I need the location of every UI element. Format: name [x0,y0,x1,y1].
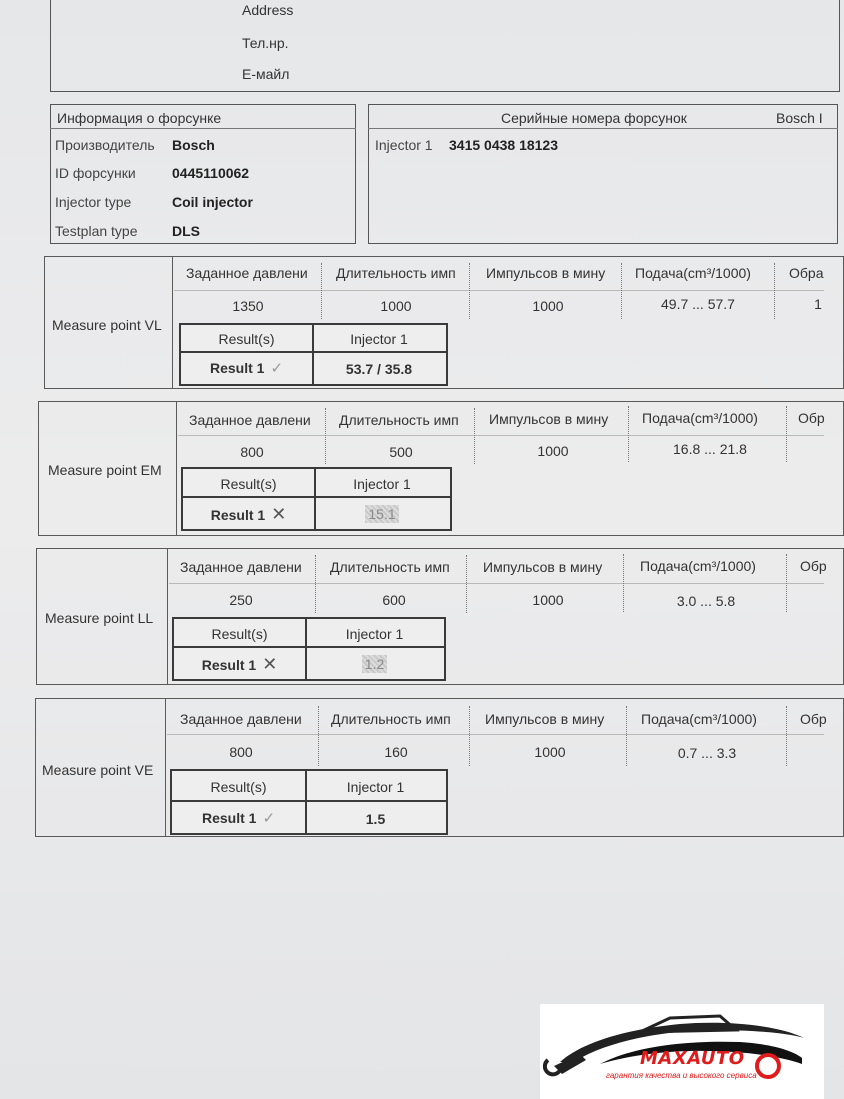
result-label-text: Result 1 [209,360,265,376]
result-header-injector: Injector 1 [345,626,404,642]
col-delivery: Подача(cm³/1000) [640,558,756,574]
col-duration: Длительность имп [339,412,459,428]
col-sep [318,706,319,766]
injector-info-header-line [50,128,356,129]
cross-icon: ✕ [271,504,287,524]
result-header-results: Result(s) [220,476,277,492]
result-label [181,359,312,377]
col-sep [628,406,629,462]
col-pulses: Импульсов в мину [483,559,603,575]
logo-brand-text: MAXAUTO [640,1048,745,1069]
injector-type-label: Injector type [55,194,132,210]
col-sep [315,555,316,613]
mp-name: Measure point VL [52,317,162,333]
serials-brand: Bosch I [776,110,823,126]
col-return: Обра [789,265,824,281]
col-sep [786,406,787,462]
result-header-results: Result(s) [218,331,275,347]
result-header-injector: Injector 1 [350,331,408,347]
injector-id-value: 0445110062 [172,165,250,181]
val-return: 1 [814,296,822,312]
val-delivery: 16.8 ... 21.8 [673,441,747,457]
col-duration: Длительность имп [331,711,451,727]
serials-title: Серийные номера форсунок [501,110,687,126]
val-pressure: 250 [229,592,253,608]
col-pressure: Заданное давлени [189,412,311,428]
col-delivery: Подача(cm³/1000) [635,265,751,281]
result-label-text: Result 1 [201,657,257,673]
injector-info-title: Информация о форсунке [57,110,222,126]
check-icon: ✓ [270,360,284,377]
val-duration: 500 [389,444,413,460]
testplan-type-label: Testplan type [55,223,138,239]
pixelated-result-value: 15.1 [365,505,398,523]
result-value [305,655,444,673]
col-delivery: Подача(cm³/1000) [642,410,758,426]
result-value: 1.5 [365,811,386,827]
result-label-text: Result 1 [210,507,266,523]
email-label: Е-майл [242,66,290,82]
val-pulses: 1000 [532,592,564,608]
result-value: 53.7 / 35.8 [345,361,413,377]
col-sep [786,706,787,766]
mp-name: Measure point LL [45,610,154,626]
col-pulses: Импульсов в мину [489,411,609,427]
col-pressure: Заданное давлени [186,265,308,281]
mp-name: Measure point EM [48,462,162,478]
col-duration: Длительность имп [330,559,450,575]
result-table [179,323,448,386]
col-pressure: Заданное давлени [180,711,302,727]
result-header-injector: Injector 1 [353,476,411,492]
result-label-text: Result 1 [201,810,257,826]
result-label [183,504,314,525]
result-header-results: Result(s) [210,779,267,795]
val-pressure: 1350 [232,298,264,314]
serials-header-line [368,128,838,129]
val-pressure: 800 [240,444,264,460]
val-duration: 1000 [380,298,412,314]
col-sep [774,263,775,319]
mp-divider [176,401,177,536]
val-delivery: 49.7 ... 57.7 [661,296,735,312]
result-header-results: Result(s) [211,626,268,642]
contact-box [50,0,840,92]
result-table [170,769,448,835]
manufacturer-value: Bosch [172,137,215,153]
cross-icon: ✕ [262,654,278,674]
header-line [174,290,824,291]
col-sep [474,408,475,464]
pixelated-result-value: 1.2 [362,655,387,673]
col-return: Обр [800,558,827,574]
col-return: Обр [798,410,825,426]
col-sep [469,263,470,319]
mp-name: Measure point VE [42,762,154,778]
col-pulses: Импульсов в мину [486,265,606,281]
col-pressure: Заданное давлени [180,559,302,575]
col-sep [626,706,627,766]
col-pulses: Импульсов в мину [485,711,605,727]
col-sep [786,554,787,612]
val-pressure: 800 [229,744,253,760]
col-duration: Длительность имп [336,265,456,281]
header-line [169,583,824,584]
check-icon: ✓ [262,810,276,827]
manufacturer-label: Производитель [55,137,155,153]
col-return: Обр [800,711,827,727]
result-table [181,467,452,531]
header-line [178,435,824,436]
val-delivery: 3.0 ... 5.8 [676,593,736,609]
injector-id-label: ID форсунки [55,165,136,181]
injector-type-value: Coil injector [172,194,253,210]
mp-divider [167,548,168,685]
val-delivery: 0.7 ... 3.3 [677,745,737,761]
col-sep [321,263,322,319]
col-sep [466,555,467,613]
result-value [314,505,450,523]
col-sep [469,706,470,766]
serial-injector-label: Injector 1 [375,137,433,153]
col-sep [621,263,622,319]
phone-label: Тел.нр. [242,35,289,51]
testplan-type-value: DLS [172,223,200,239]
result-header-injector: Injector 1 [346,779,405,795]
logo-tagline: гарантия качества и высокого сервиса [606,1071,757,1080]
val-pulses: 1000 [537,443,569,459]
val-duration: 160 [384,744,408,760]
maxauto-logo [540,1004,824,1099]
col-sep [623,554,624,612]
header-line [167,734,824,735]
val-pulses: 1000 [534,744,566,760]
mp-divider [165,698,166,837]
serial-injector-value: 3415 0438 18123 [449,137,558,153]
val-pulses: 1000 [532,298,564,314]
val-duration: 600 [382,592,406,608]
col-delivery: Подача(cm³/1000) [641,711,757,727]
address-label: Address [242,2,294,18]
col-sep [325,408,326,464]
result-table [172,617,446,681]
result-label [172,809,305,827]
result-label [174,654,305,675]
mp-divider [172,256,173,389]
